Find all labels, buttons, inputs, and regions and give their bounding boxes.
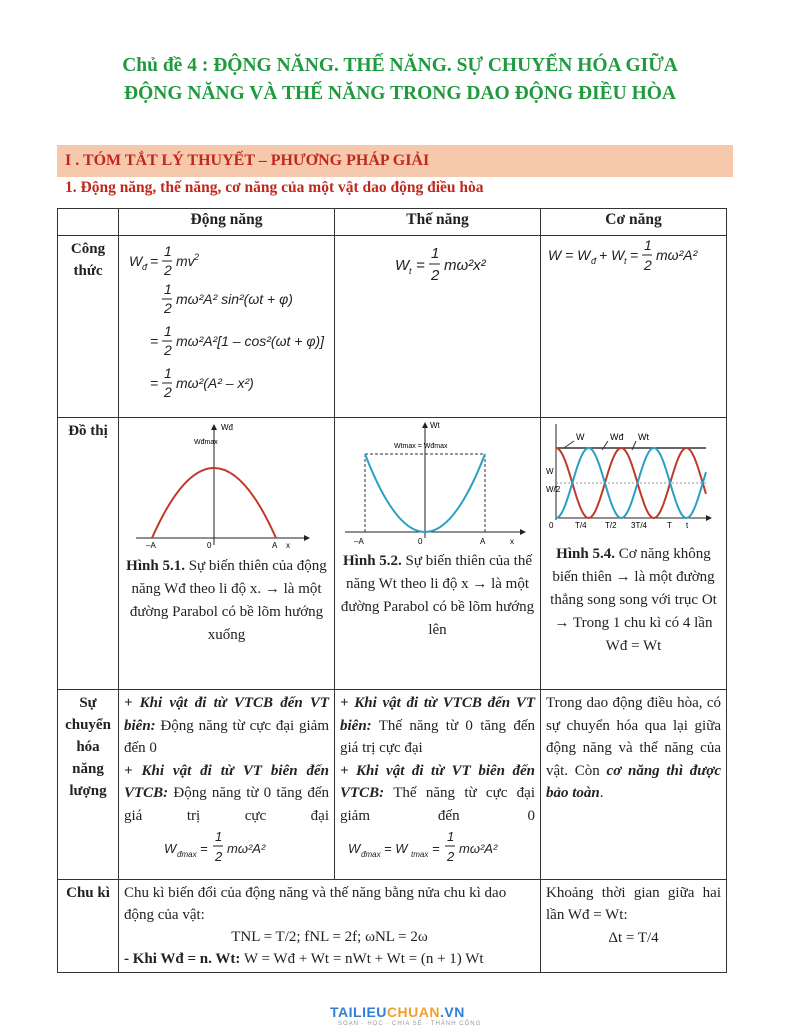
period-line-3-text: W = Wđ + Wt = nWt + Wt = (n + 1) Wt bbox=[243, 950, 484, 967]
kinetic-caption bbox=[124, 555, 329, 647]
label-origin: 0 bbox=[549, 521, 554, 530]
potential-caption-text: Sự biến thiên của thế năng Wt theo li độ x → là một đường Parabol có bề lõm hướng lên bbox=[340, 553, 535, 638]
potential-transform-2-text: Thế năng từ cực đại giảm đến 0 bbox=[340, 785, 536, 824]
svg-text:2: 2 bbox=[164, 342, 172, 358]
svg-text:mω²A² sin²(ωt + φ): mω²A² sin²(ωt + φ) bbox=[176, 291, 293, 307]
svg-text:1: 1 bbox=[164, 281, 172, 297]
row-label-formula: Công thức bbox=[58, 236, 119, 418]
kinetic-transform-1-text: Động năng từ cực đại giảm đến 0 bbox=[124, 717, 329, 756]
period-description bbox=[119, 879, 541, 972]
potential-transform-2-lead: + Khi vật đi từ VT biên đến VTCB: bbox=[340, 762, 535, 801]
label-zero: 0 bbox=[418, 537, 423, 545]
svg-text:=: = bbox=[150, 375, 159, 391]
svg-text:W: W bbox=[129, 253, 143, 269]
svg-text:W = W: W = W bbox=[548, 247, 591, 263]
svg-text:=: = bbox=[150, 333, 159, 349]
svg-text:=: = bbox=[416, 257, 425, 274]
label-wdmax: Wđmax bbox=[194, 439, 218, 446]
header-potential: Thế năng bbox=[335, 209, 541, 236]
svg-text:đ: đ bbox=[142, 262, 148, 272]
period-line-3-lead: - Khi Wđ = n. Wt: bbox=[124, 950, 241, 967]
mechanical-caption-label: Hình 5.4. bbox=[556, 546, 615, 562]
svg-text:2: 2 bbox=[194, 252, 200, 262]
svg-text:đ: đ bbox=[591, 256, 597, 266]
svg-text:=: = bbox=[200, 841, 208, 856]
svg-text:1: 1 bbox=[447, 829, 455, 844]
wd-curve bbox=[556, 448, 706, 518]
kinetic-caption-text: Sự biến thiên của động năng Wđ theo li độ x. → là một đường Parabol có bề lõm hướng xuống bbox=[129, 558, 327, 643]
mechanical-transform-text: Trong dao động điều hòa, có sự chuyển hóa qua lại giữa động năng và thế năng của vật. Còn bbox=[546, 695, 721, 779]
axis-label-wd: Wđ bbox=[221, 423, 233, 432]
tick-t-three-quarter: 3T/4 bbox=[631, 521, 648, 530]
logo-part-1: TAILIEU bbox=[330, 1004, 387, 1020]
theory-table bbox=[57, 208, 727, 973]
svg-text:= W: = W bbox=[384, 841, 408, 856]
svg-text:mω²A²: mω²A² bbox=[656, 247, 698, 263]
svg-text:2: 2 bbox=[215, 849, 223, 864]
energy-max-formula bbox=[340, 827, 535, 869]
potential-transform bbox=[335, 690, 541, 880]
svg-text:1: 1 bbox=[164, 323, 172, 339]
svg-text:2: 2 bbox=[431, 267, 440, 284]
svg-text:mω²A²: mω²A² bbox=[459, 841, 498, 856]
label-neg-a: –A bbox=[146, 541, 156, 550]
tick-t-full: T bbox=[667, 521, 672, 530]
axis-label-t: t bbox=[686, 521, 689, 530]
mechanical-energy-graph bbox=[546, 420, 718, 538]
svg-text:mω²x²: mω²x² bbox=[444, 257, 486, 274]
tick-t-half: T/2 bbox=[605, 521, 617, 530]
section-heading: I . TÓM TẮT LÝ THUYẾT – PHƯƠNG PHÁP GIẢI bbox=[57, 145, 733, 177]
svg-text:1: 1 bbox=[431, 245, 440, 262]
period-line-3 bbox=[124, 948, 535, 970]
label-x: x bbox=[286, 541, 290, 550]
kinetic-transform bbox=[119, 690, 335, 880]
label-x: x bbox=[510, 537, 514, 545]
mechanical-graph-cell bbox=[541, 418, 727, 690]
period-line-2: TNL = T/2; fNL = 2f; ωNL = 2ω bbox=[231, 928, 428, 945]
title-line-1: Chủ đề 4 : ĐỘNG NĂNG. THẾ NĂNG. SỰ CHUYỂN HÓA GIỮA bbox=[122, 55, 678, 76]
potential-formula bbox=[335, 236, 541, 418]
header-mechanical: Cơ năng bbox=[541, 209, 727, 236]
site-logo[interactable] bbox=[330, 1004, 465, 1020]
mechanical-caption bbox=[546, 543, 721, 658]
svg-text:2: 2 bbox=[447, 849, 455, 864]
title-line-2: ĐỘNG NĂNG VÀ THẾ NĂNG TRONG DAO ĐỘNG ĐIỀU HÒA bbox=[123, 83, 676, 104]
svg-text:mω²A²[1 – cos²(ωt + φ)]: mω²A²[1 – cos²(ωt + φ)] bbox=[176, 333, 325, 349]
row-label-transform: Sự chuyển hóa năng lượng bbox=[58, 690, 119, 880]
potential-transform-1-text: Thế năng từ 0 tăng đến giá trị cực đại bbox=[340, 717, 536, 756]
logo-part-2: CHUAN bbox=[386, 1004, 440, 1020]
logo-part-3: .VN bbox=[439, 1004, 465, 1020]
svg-text:=: = bbox=[630, 247, 639, 263]
kinetic-max-formula bbox=[124, 827, 324, 869]
potential-transform-1-lead: + Khi vật đi từ VTCB đến VT biên: bbox=[340, 695, 535, 734]
mechanical-transform-emphasis: cơ năng thì được bảo toàn bbox=[546, 762, 721, 801]
svg-text:2: 2 bbox=[164, 384, 172, 400]
svg-text:1: 1 bbox=[164, 365, 172, 381]
label-wtmax-eq: Wtmax = Wđmax bbox=[394, 443, 448, 450]
svg-text:đmax: đmax bbox=[361, 850, 381, 859]
kinetic-energy-graph bbox=[124, 420, 324, 550]
axis-label-wt: Wt bbox=[430, 421, 440, 430]
kinetic-caption-label: Hình 5.1. bbox=[126, 558, 185, 574]
label-w-axis: W bbox=[546, 467, 554, 476]
svg-text:mω²(A² – x²): mω²(A² – x²) bbox=[176, 375, 254, 391]
kinetic-transform-2-text: Động năng từ 0 tăng đến giá trị cực đại bbox=[124, 785, 329, 824]
svg-text:2: 2 bbox=[644, 257, 652, 273]
period-line-1: Chu kì biến đổi của động năng và thế năng bằng nửa chu kì dao động của vật: bbox=[124, 884, 507, 923]
kinetic-graph-cell bbox=[119, 418, 335, 690]
potential-formula-math bbox=[340, 238, 535, 298]
logo-tagline: SOẠN · HỌC · CHIA SẺ · THÀNH CÔNG bbox=[338, 1021, 482, 1027]
mechanical-formula-math bbox=[546, 238, 721, 278]
svg-text:W: W bbox=[164, 841, 177, 856]
mechanical-transform bbox=[541, 690, 727, 880]
svg-text:1: 1 bbox=[215, 829, 223, 844]
period-mechanical bbox=[541, 879, 727, 972]
svg-text:=: = bbox=[432, 841, 440, 856]
kinetic-transform-2-lead: + Khi vật đi từ VT biên đến VTCB: bbox=[124, 762, 329, 801]
svg-text:=: = bbox=[150, 253, 159, 269]
svg-text:mω²A²: mω²A² bbox=[227, 841, 266, 856]
document-title bbox=[40, 52, 760, 108]
svg-text:1: 1 bbox=[164, 243, 172, 259]
mechanical-transform-end: . bbox=[599, 785, 604, 801]
mechanical-formula bbox=[541, 236, 727, 418]
label-wd: Wđ bbox=[610, 432, 624, 442]
potential-graph-cell bbox=[335, 418, 541, 690]
svg-text:W: W bbox=[348, 841, 361, 856]
period-mech-line-2: Δt = T/4 bbox=[608, 929, 659, 946]
label-pos-a: A bbox=[272, 541, 278, 550]
label-neg-a: –A bbox=[354, 537, 364, 545]
tick-t-quarter: T/4 bbox=[575, 521, 587, 530]
label-wt: Wt bbox=[638, 432, 649, 442]
svg-text:t: t bbox=[624, 256, 627, 266]
svg-text:W: W bbox=[395, 257, 410, 274]
kinetic-transform-1-lead: + Khi vật đi từ VTCB đến VT biên: bbox=[124, 695, 329, 734]
mechanical-caption-text: Cơ năng không biến thiên → là một đường thẳng song song với trục Ot → Trong 1 chu kì có 4 lần Wđ = Wt bbox=[550, 546, 717, 654]
wt-curve bbox=[556, 448, 706, 518]
header-kinetic: Động năng bbox=[119, 209, 335, 236]
row-label-graph: Đồ thị bbox=[58, 418, 119, 690]
label-w-half: W/2 bbox=[546, 485, 561, 494]
svg-text:2: 2 bbox=[164, 300, 172, 316]
row-label-period: Chu kì bbox=[58, 879, 119, 972]
potential-energy-graph bbox=[340, 420, 535, 545]
svg-text:1: 1 bbox=[644, 238, 652, 253]
potential-caption-label: Hình 5.2. bbox=[343, 553, 402, 569]
svg-text:mv: mv bbox=[176, 253, 195, 269]
svg-text:2: 2 bbox=[164, 262, 172, 278]
svg-text:đmax: đmax bbox=[177, 850, 197, 859]
svg-text:tmax: tmax bbox=[411, 850, 429, 859]
label-zero: 0 bbox=[207, 541, 212, 550]
svg-text:t: t bbox=[409, 266, 412, 276]
label-pos-a: A bbox=[480, 537, 486, 545]
period-mech-line-1: Khoảng thời gian giữa hai lần Wđ = Wt: bbox=[546, 884, 721, 923]
subsection-heading: 1. Động năng, thế năng, cơ năng của một vật dao động điều hòa bbox=[65, 179, 484, 196]
label-w: W bbox=[576, 432, 585, 442]
header-blank bbox=[58, 209, 119, 236]
kinetic-formula-math bbox=[124, 238, 329, 410]
svg-text:+ W: + W bbox=[599, 247, 625, 263]
potential-caption bbox=[340, 550, 535, 642]
kinetic-formula bbox=[119, 236, 335, 418]
